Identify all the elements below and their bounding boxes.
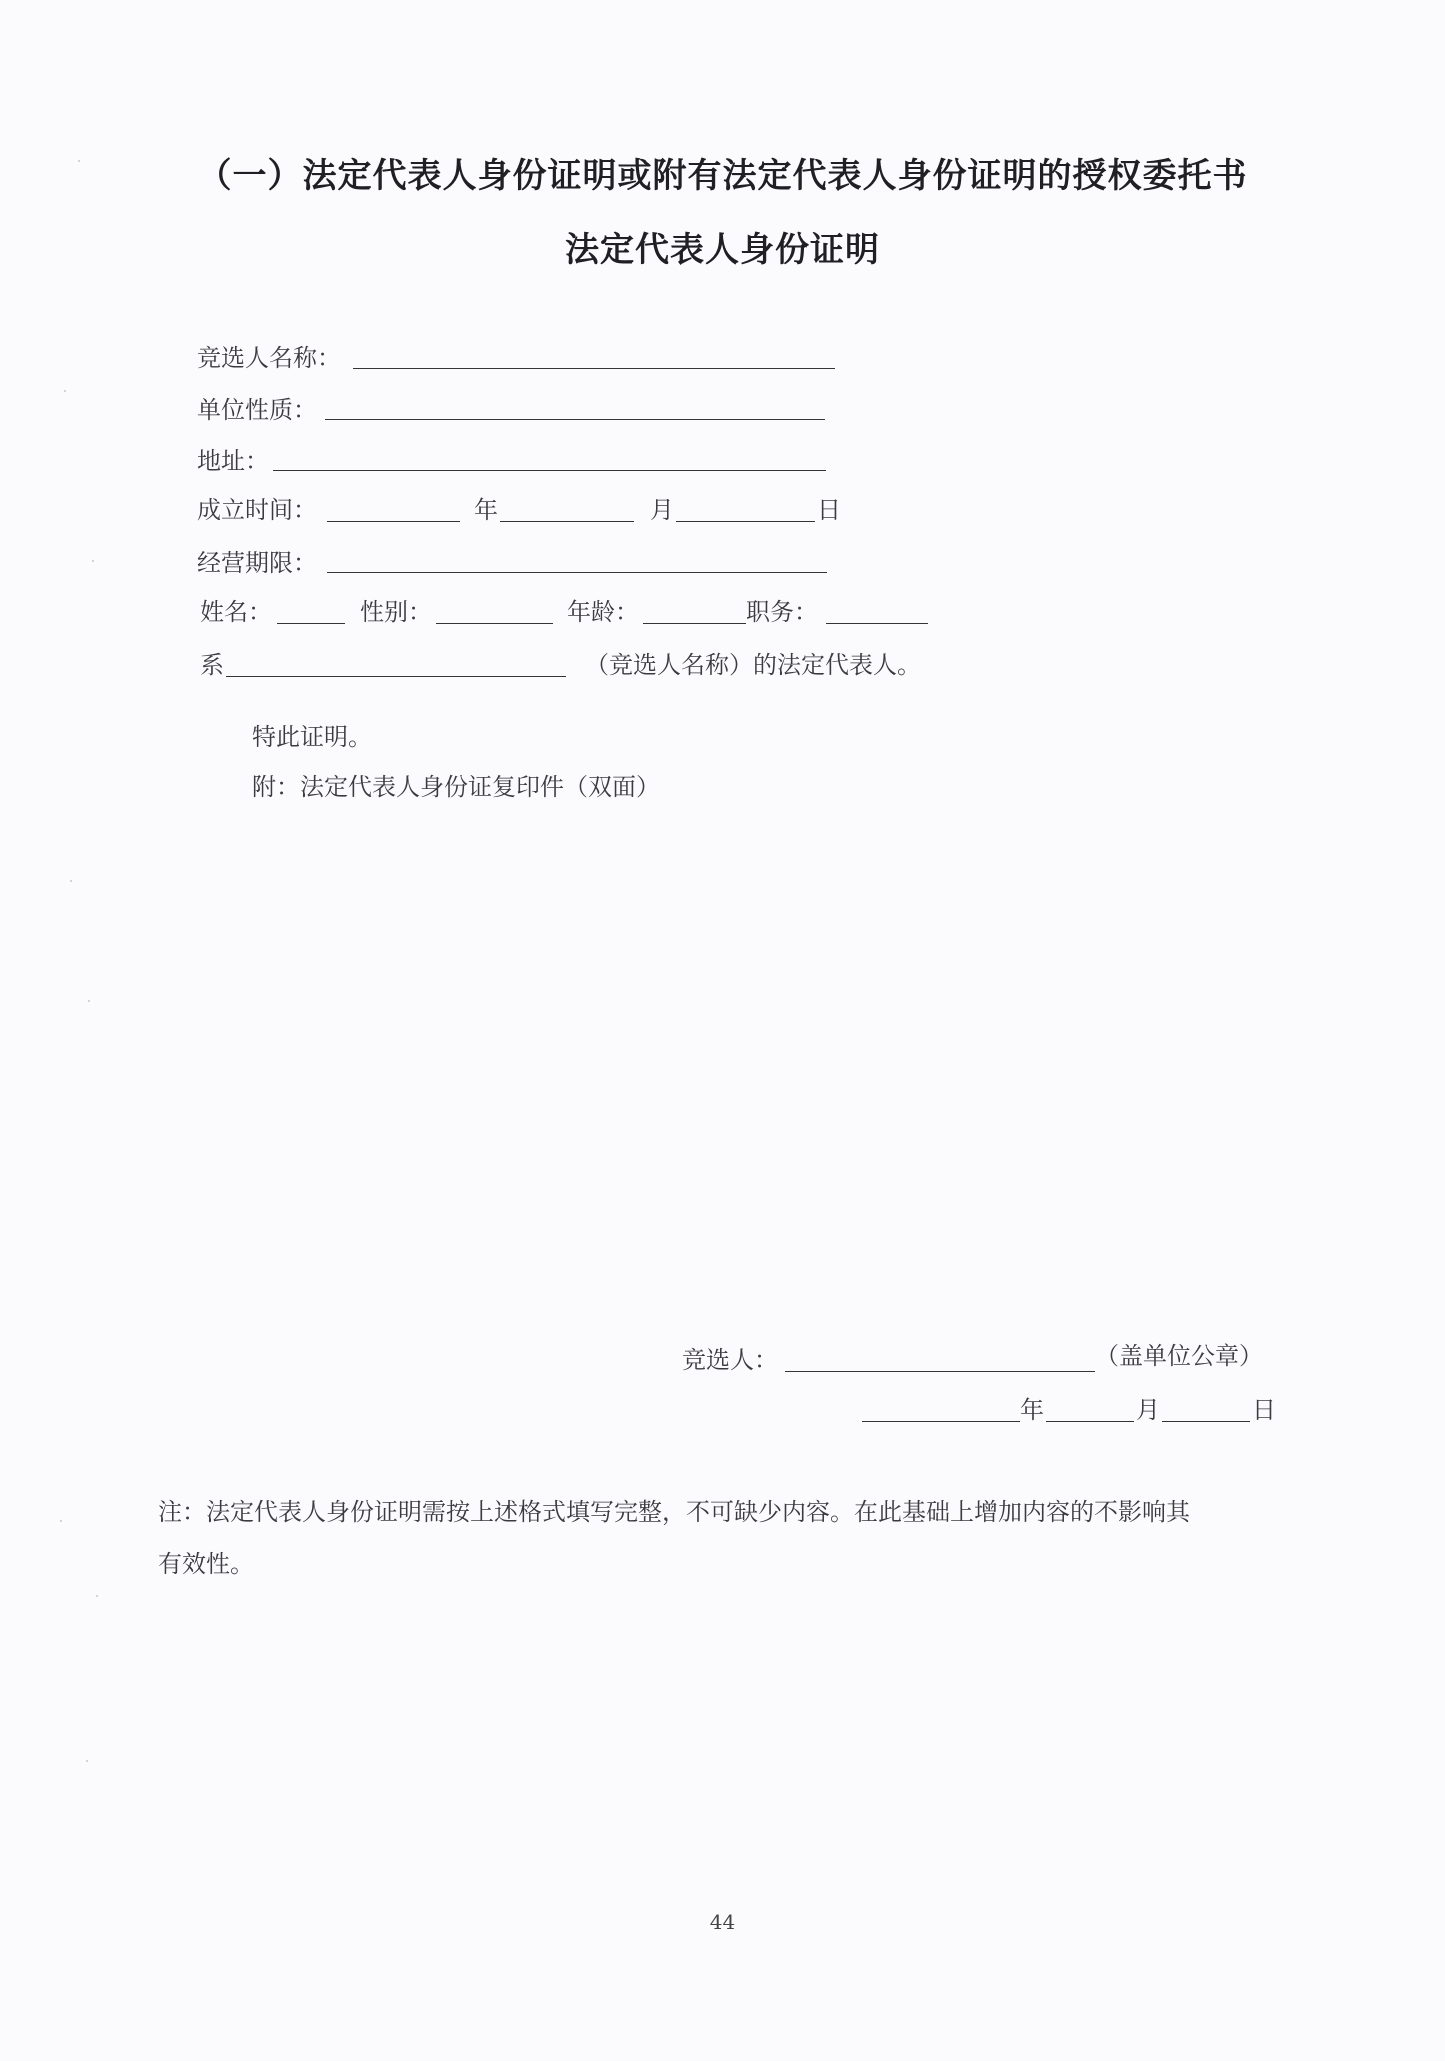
established-year-label: 年	[474, 496, 498, 524]
age-field[interactable]	[643, 623, 746, 624]
seal-note: （盖单位公章）	[1095, 1342, 1263, 1370]
is-suffix: （竞选人名称）的法定代表人。	[585, 651, 921, 679]
scan-speck	[96, 1595, 98, 1597]
legal-rep-company-field[interactable]	[226, 676, 566, 677]
page-number: 44	[709, 1910, 736, 1934]
signature-bidder-label: 竞选人：	[682, 1346, 778, 1374]
bidder-name-label: 竞选人名称：	[197, 344, 341, 372]
established-year-field[interactable]	[327, 521, 460, 522]
note-line-1: 注：法定代表人身份证明需按上述格式填写完整，不可缺少内容。在此基础上增加内容的不影响其	[158, 1498, 1190, 1526]
established-day-field[interactable]	[676, 521, 815, 522]
is-prefix: 系	[200, 651, 224, 679]
name-field[interactable]	[277, 623, 345, 624]
established-label: 成立时间：	[197, 496, 317, 524]
signature-day-field[interactable]	[1162, 1421, 1250, 1422]
scan-speck	[60, 1520, 62, 1522]
page-title: （一）法定代表人身份证明或附有法定代表人身份证明的授权委托书	[197, 156, 1248, 196]
scan-speck	[64, 390, 66, 392]
scan-speck	[78, 160, 80, 162]
signature-bidder-field[interactable]	[785, 1371, 1095, 1372]
business-term-label: 经营期限：	[197, 549, 317, 577]
signature-month-label: 月	[1136, 1396, 1160, 1424]
gender-field[interactable]	[436, 623, 553, 624]
signature-month-field[interactable]	[1046, 1421, 1134, 1422]
scan-speck	[92, 560, 94, 562]
unit-nature-label: 单位性质：	[197, 396, 317, 424]
unit-nature-field[interactable]	[325, 419, 825, 420]
hereby-text: 特此证明。	[252, 723, 372, 751]
signature-year-field[interactable]	[862, 1421, 1020, 1422]
scan-speck	[86, 1760, 88, 1762]
age-label: 年龄：	[567, 598, 639, 626]
bidder-name-field[interactable]	[353, 368, 835, 369]
address-label: 地址：	[197, 447, 269, 475]
gender-label: 性别：	[360, 598, 432, 626]
established-month-field[interactable]	[500, 521, 634, 522]
name-label: 姓名：	[200, 598, 272, 626]
signature-year-label: 年	[1020, 1396, 1044, 1424]
page-subtitle: 法定代表人身份证明	[565, 230, 880, 270]
established-day-label: 日	[817, 496, 841, 524]
attachment-text: 附：法定代表人身份证复印件（双面）	[252, 773, 660, 801]
established-month-label: 月	[650, 496, 674, 524]
position-field[interactable]	[826, 623, 928, 624]
scan-speck	[70, 880, 72, 882]
scan-speck	[88, 1000, 90, 1002]
position-label: 职务：	[746, 598, 818, 626]
address-field[interactable]	[273, 470, 826, 471]
signature-day-label: 日	[1252, 1396, 1276, 1424]
business-term-field[interactable]	[327, 572, 827, 573]
note-line-2: 有效性。	[158, 1550, 254, 1578]
